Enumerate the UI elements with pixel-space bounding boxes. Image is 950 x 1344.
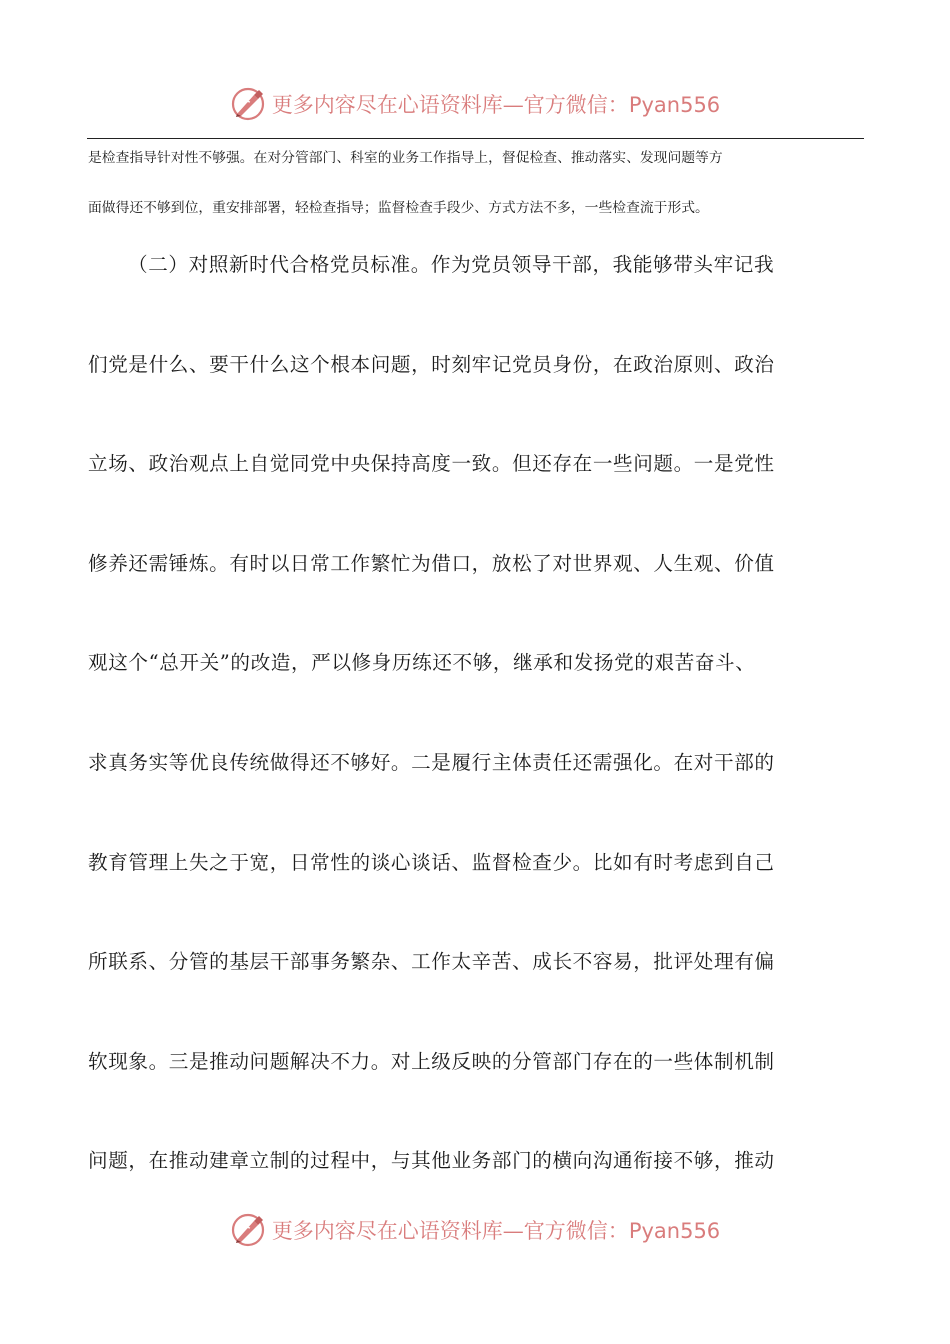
footer-watermark-banner xyxy=(0,1210,950,1250)
body-line: 所联系、分管的基层干部事务繁杂、工作太辛苦、成长不容易，批评处理有偏 xyxy=(88,950,775,974)
footer-banner-wechat-id: Pyan556 xyxy=(628,1219,721,1243)
body-line: 们党是什么、要干什么这个根本问题，时刻牢记党员身份，在政治原则、政治 xyxy=(88,352,775,376)
pen-nib-logo-icon xyxy=(230,86,266,122)
pen-nib-logo-icon xyxy=(230,1212,266,1248)
body-line: （二）对照新时代合格党员标准。作为党员领导干部，我能够带头牢记我 xyxy=(128,253,775,276)
footer-banner-cn: 更多内容尽在心语资料库—官方微信： xyxy=(271,1219,629,1243)
header-banner-wechat-id: Pyan556 xyxy=(628,93,721,117)
header-watermark-banner xyxy=(0,84,950,124)
footer-banner-text xyxy=(272,1215,720,1245)
intro-paragraph-line-2: 面做得还不够到位，重安排部署，轻检查指导；监督检查手段少、方式方法不多，一些检查流于形式。 xyxy=(88,200,709,216)
body-line: 问题，在推动建章立制的过程中，与其他业务部门的横向沟通衔接不够，推动 xyxy=(88,1149,775,1173)
body-line: 求真务实等优良传统做得还不够好。二是履行主体责任还需强化。在对干部的 xyxy=(88,750,775,774)
body-line: 软现象。三是推动问题解决不力。对上级反映的分管部门存在的一些体制机制 xyxy=(88,1049,775,1073)
intro-paragraph-line-1: 是检查指导针对性不够强。在对分管部门、科室的业务工作指导上，督促检查、推动落实、发现问题等方 xyxy=(88,150,723,166)
body-line: 观这个“总开关”的改造，严以修身历练还不够，继承和发扬党的艰苦奋斗、 xyxy=(88,651,756,675)
header-banner-text xyxy=(272,89,720,119)
main-paragraph xyxy=(88,240,868,1236)
header-banner-cn: 更多内容尽在心语资料库—官方微信： xyxy=(271,93,629,117)
body-line: 修养还需锤炼。有时以日常工作繁忙为借口，放松了对世界观、人生观、价值 xyxy=(88,551,775,575)
body-line: 教育管理上失之于宽，日常性的谈心谈话、监督检查少。比如有时考虑到自己 xyxy=(88,850,775,874)
body-line: 立场、政治观点上自觉同党中央保持高度一致。但还存在一些问题。一是党性 xyxy=(88,452,775,476)
